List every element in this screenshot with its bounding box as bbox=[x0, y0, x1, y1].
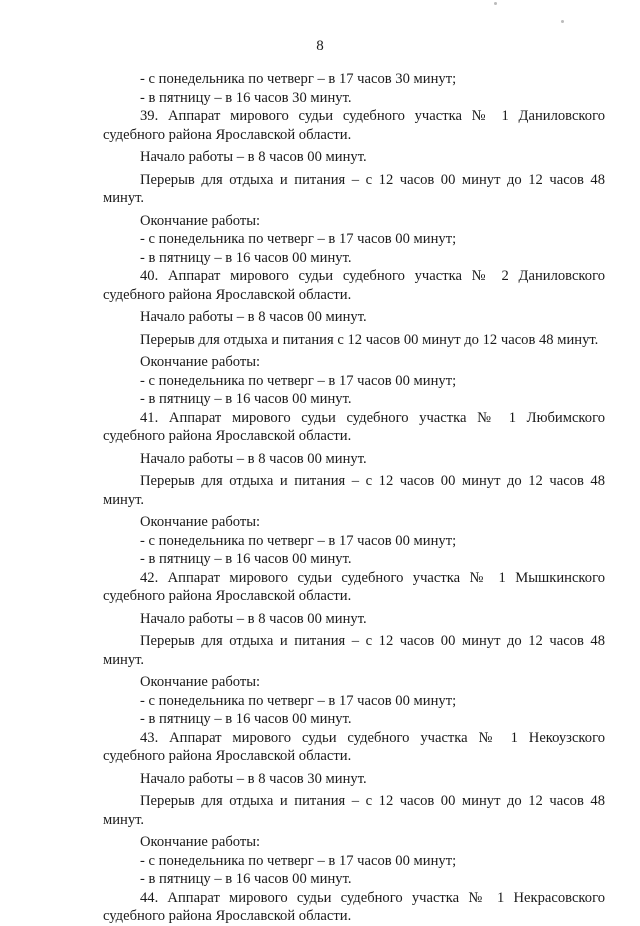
section-heading: 43. Аппарат мирового судьи судебного участка № 1 Некоузского судебного района Ярославской области. bbox=[103, 729, 605, 764]
start-time: Начало работы – в 8 часов 00 минут. bbox=[140, 149, 367, 165]
scan-speck bbox=[561, 20, 564, 23]
break-time: Перерыв для отдыха и питания – с 12 часов 00 минут до 12 часов 48 минут. bbox=[103, 633, 605, 668]
schedule-line: - в пятницу – в 16 часов 00 минут. bbox=[140, 871, 352, 887]
scan-speck bbox=[494, 2, 497, 5]
section-heading: 40. Аппарат мирового судьи судебного участка № 2 Даниловского судебного района Ярославской области. bbox=[103, 268, 605, 303]
section-heading: 39. Аппарат мирового судьи судебного участка № 1 Даниловского судебного района Ярославской области. bbox=[103, 108, 605, 143]
start-time: Начало работы – в 8 часов 00 минут. bbox=[140, 450, 367, 467]
page-number: 8 bbox=[316, 38, 324, 54]
schedule-line: - в пятницу – в 16 часов 00 минут. bbox=[140, 391, 352, 407]
section-heading: 44. Аппарат мирового судьи судебного участка № 1 Некрасовского судебного района Ярославской области. bbox=[103, 889, 605, 924]
schedule-line: - с понедельника по четверг – в 17 часов 00 минут; bbox=[140, 372, 457, 389]
schedule-line: - в пятницу – в 16 часов 00 минут. bbox=[140, 551, 352, 567]
end-label: Окончание работы: bbox=[140, 514, 261, 530]
break-time: Перерыв для отдыха и питания – с 12 часов 00 минут до 12 часов 48 минут. bbox=[103, 793, 605, 828]
schedule-line: - с понедельника по четверг – в 17 часов 00 минут; bbox=[140, 231, 457, 247]
break-time: Перерыв для отдыха и питания с 12 часов 00 минут до 12 часов 48 минут. bbox=[140, 331, 599, 348]
start-time: Начало работы – в 8 часов 00 минут. bbox=[140, 610, 367, 627]
break-time: Перерыв для отдыха и питания – с 12 часов 00 минут до 12 часов 48 минут. bbox=[103, 473, 605, 508]
schedule-line: - с понедельника по четверг – в 17 часов 00 минут; bbox=[140, 852, 457, 869]
document-body bbox=[103, 70, 605, 926]
schedule-line: - с понедельника по четверг – в 17 часов 30 минут; bbox=[140, 71, 457, 87]
schedule-line: - в пятницу – в 16 часов 00 минут. bbox=[140, 711, 352, 727]
break-time: Перерыв для отдыха и питания – с 12 часов 00 минут до 12 часов 48 минут. bbox=[103, 171, 605, 206]
start-time: Начало работы – в 8 часов 30 минут. bbox=[140, 770, 367, 787]
section-heading: 42. Аппарат мирового судьи судебного участка № 1 Мышкинского судебного района Ярославской области. bbox=[103, 569, 605, 604]
schedule-line: - в пятницу – в 16 часов 30 минут. bbox=[140, 89, 352, 106]
end-label: Окончание работы: bbox=[140, 674, 261, 690]
end-label: Окончание работы: bbox=[140, 834, 261, 850]
schedule-line: - с понедельника по четверг – в 17 часов 00 минут; bbox=[140, 532, 457, 549]
start-time: Начало работы – в 8 часов 00 минут. bbox=[140, 309, 367, 325]
section-heading: 41. Аппарат мирового судьи судебного участка № 1 Любимского судебного района Ярославской области. bbox=[103, 409, 605, 444]
schedule-line: - в пятницу – в 16 часов 00 минут. bbox=[140, 249, 352, 266]
end-label: Окончание работы: bbox=[140, 354, 261, 370]
schedule-line: - с понедельника по четверг – в 17 часов 00 минут; bbox=[140, 692, 457, 709]
end-label: Окончание работы: bbox=[140, 212, 261, 229]
